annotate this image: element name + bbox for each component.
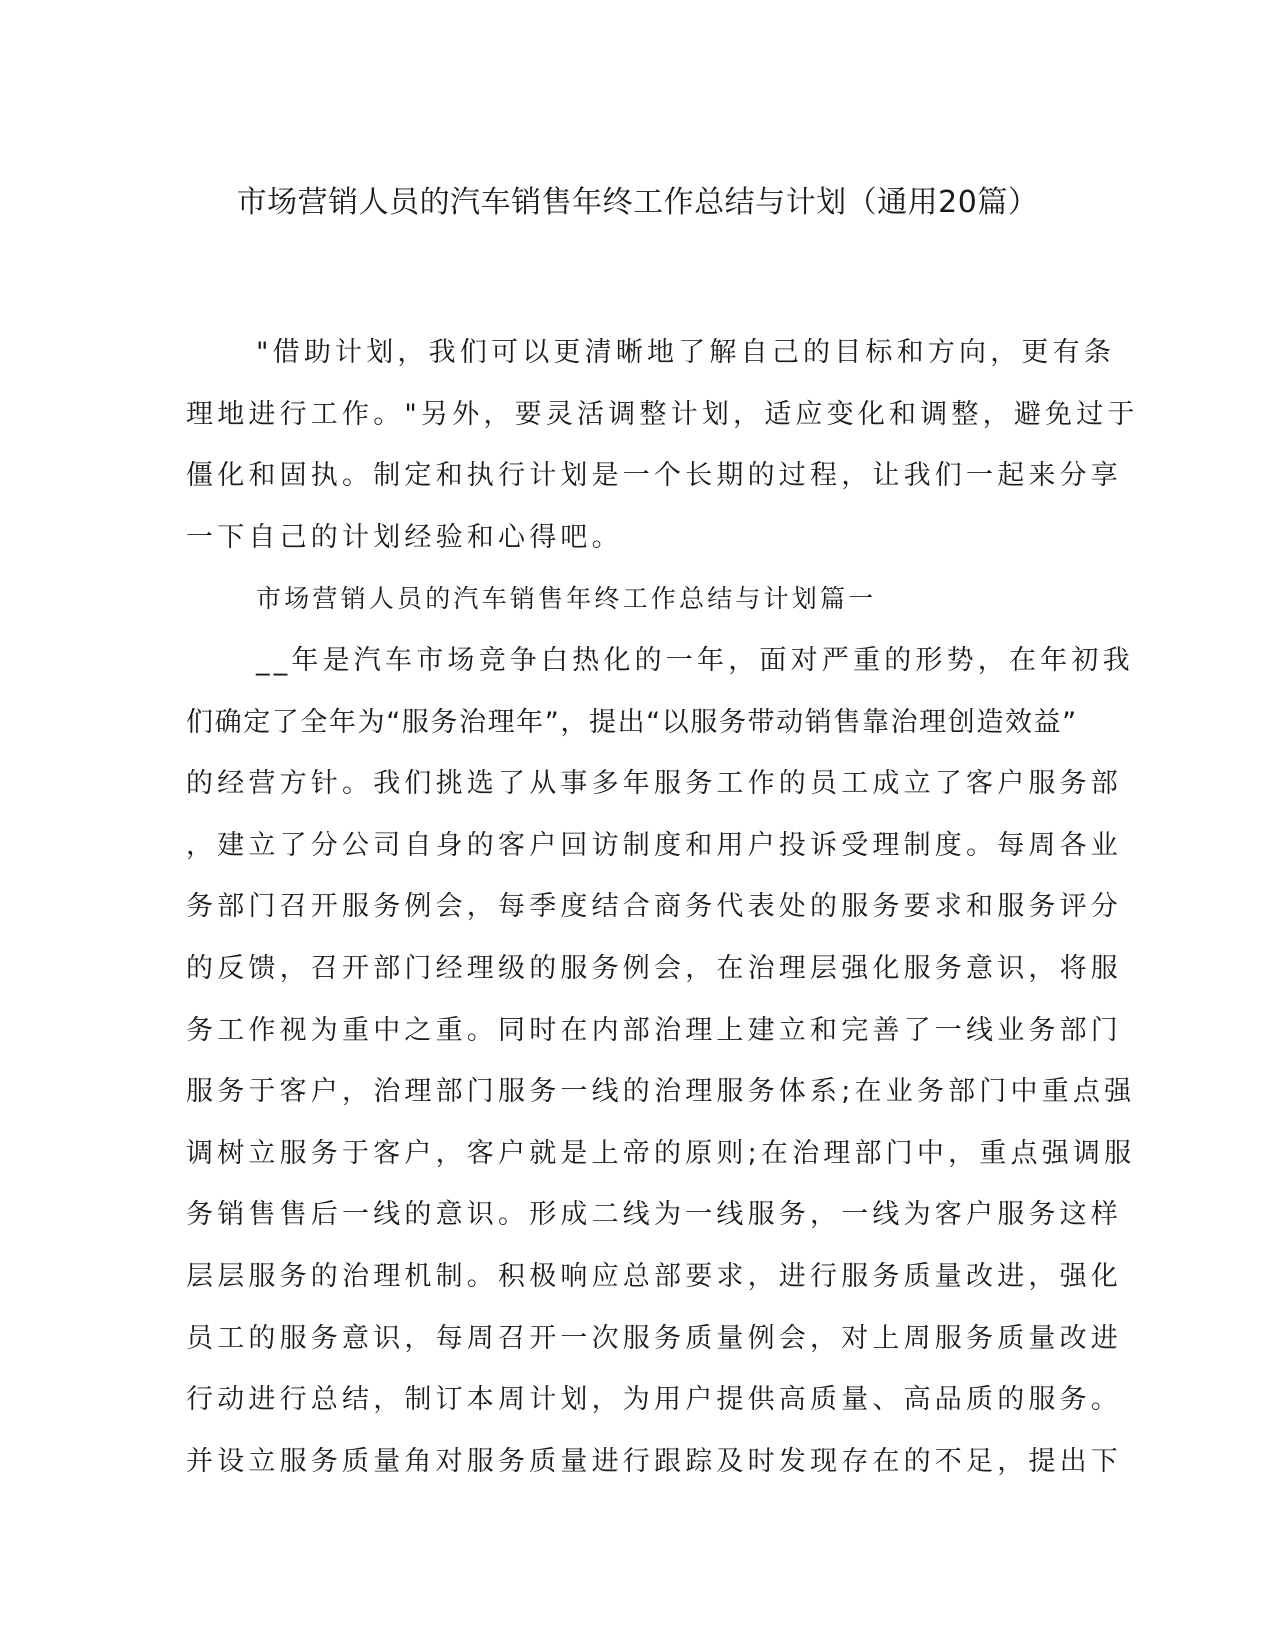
paragraph-line: 层层服务的治理机制。积极响应总部要求，进行服务质量改进，强化 — [186, 1260, 1122, 1292]
paragraph-line: __年是汽车市场竞争白热化的一年，面对严重的形势，在年初我 — [256, 644, 1134, 676]
paragraph-line: "借助计划，我们可以更清晰地了解自己的目标和方向，更有条 — [256, 337, 1116, 368]
paragraph-line: 僵化和固执。制定和执行计划是一个长期的过程，让我们一起来分享 — [186, 460, 1122, 492]
paragraph-line: 们确定了全年为“服务治理年”，提出“以服务带动销售靠治理创造效益” — [186, 706, 1078, 738]
paragraph-line: 调树立服务于客户，客户就是上帝的原则;在治理部门中，重点强调服 — [186, 1137, 1136, 1169]
paragraph-line: 行动进行总结，制订本周计划，为用户提供高质量、高品质的服务。 — [186, 1384, 1122, 1416]
paragraph-line: 理地进行工作。"另外，要灵活调整计划，适应变化和调整，避免过于 — [186, 398, 1139, 430]
document-title: 市场营销人员的汽车销售年终工作总结与计划（通用20篇） — [236, 185, 1039, 220]
paragraph-line: 的经营方针。我们挑选了从事多年服务工作的员工成立了客户服务部 — [186, 768, 1122, 800]
section-heading: 市场营销人员的汽车销售年终工作总结与计划篇一 — [256, 584, 877, 614]
paragraph-line: 务部门召开服务例会，每季度结合商务代表处的服务要求和服务评分 — [186, 891, 1122, 923]
paragraph-line: 员工的服务意识，每周召开一次服务质量例会，对上周服务质量改进 — [186, 1322, 1122, 1354]
paragraph-line: 一下自己的计划经验和心得吧。 — [186, 521, 623, 553]
paragraph-line: 并设立服务质量角对服务质量进行跟踪及时发现存在的不足，提出下 — [186, 1445, 1122, 1477]
paragraph-line: ，建立了分公司自身的客户回访制度和用户投诉受理制度。每周各业 — [186, 829, 1122, 861]
paragraph-line: 的反馈，召开部门经理级的服务例会，在治理层强化服务意识，将服 — [186, 952, 1122, 984]
document-body — [186, 322, 1139, 1492]
paragraph-line: 务销售售后一线的意识。形成二线为一线服务，一线为客户服务这样 — [186, 1199, 1122, 1231]
paragraph-line: 务工作视为重中之重。同时在内部治理上建立和完善了一线业务部门 — [186, 1014, 1122, 1046]
paragraph-line: 服务于客户，治理部门服务一线的治理服务体系;在业务部门中重点强 — [186, 1076, 1136, 1108]
